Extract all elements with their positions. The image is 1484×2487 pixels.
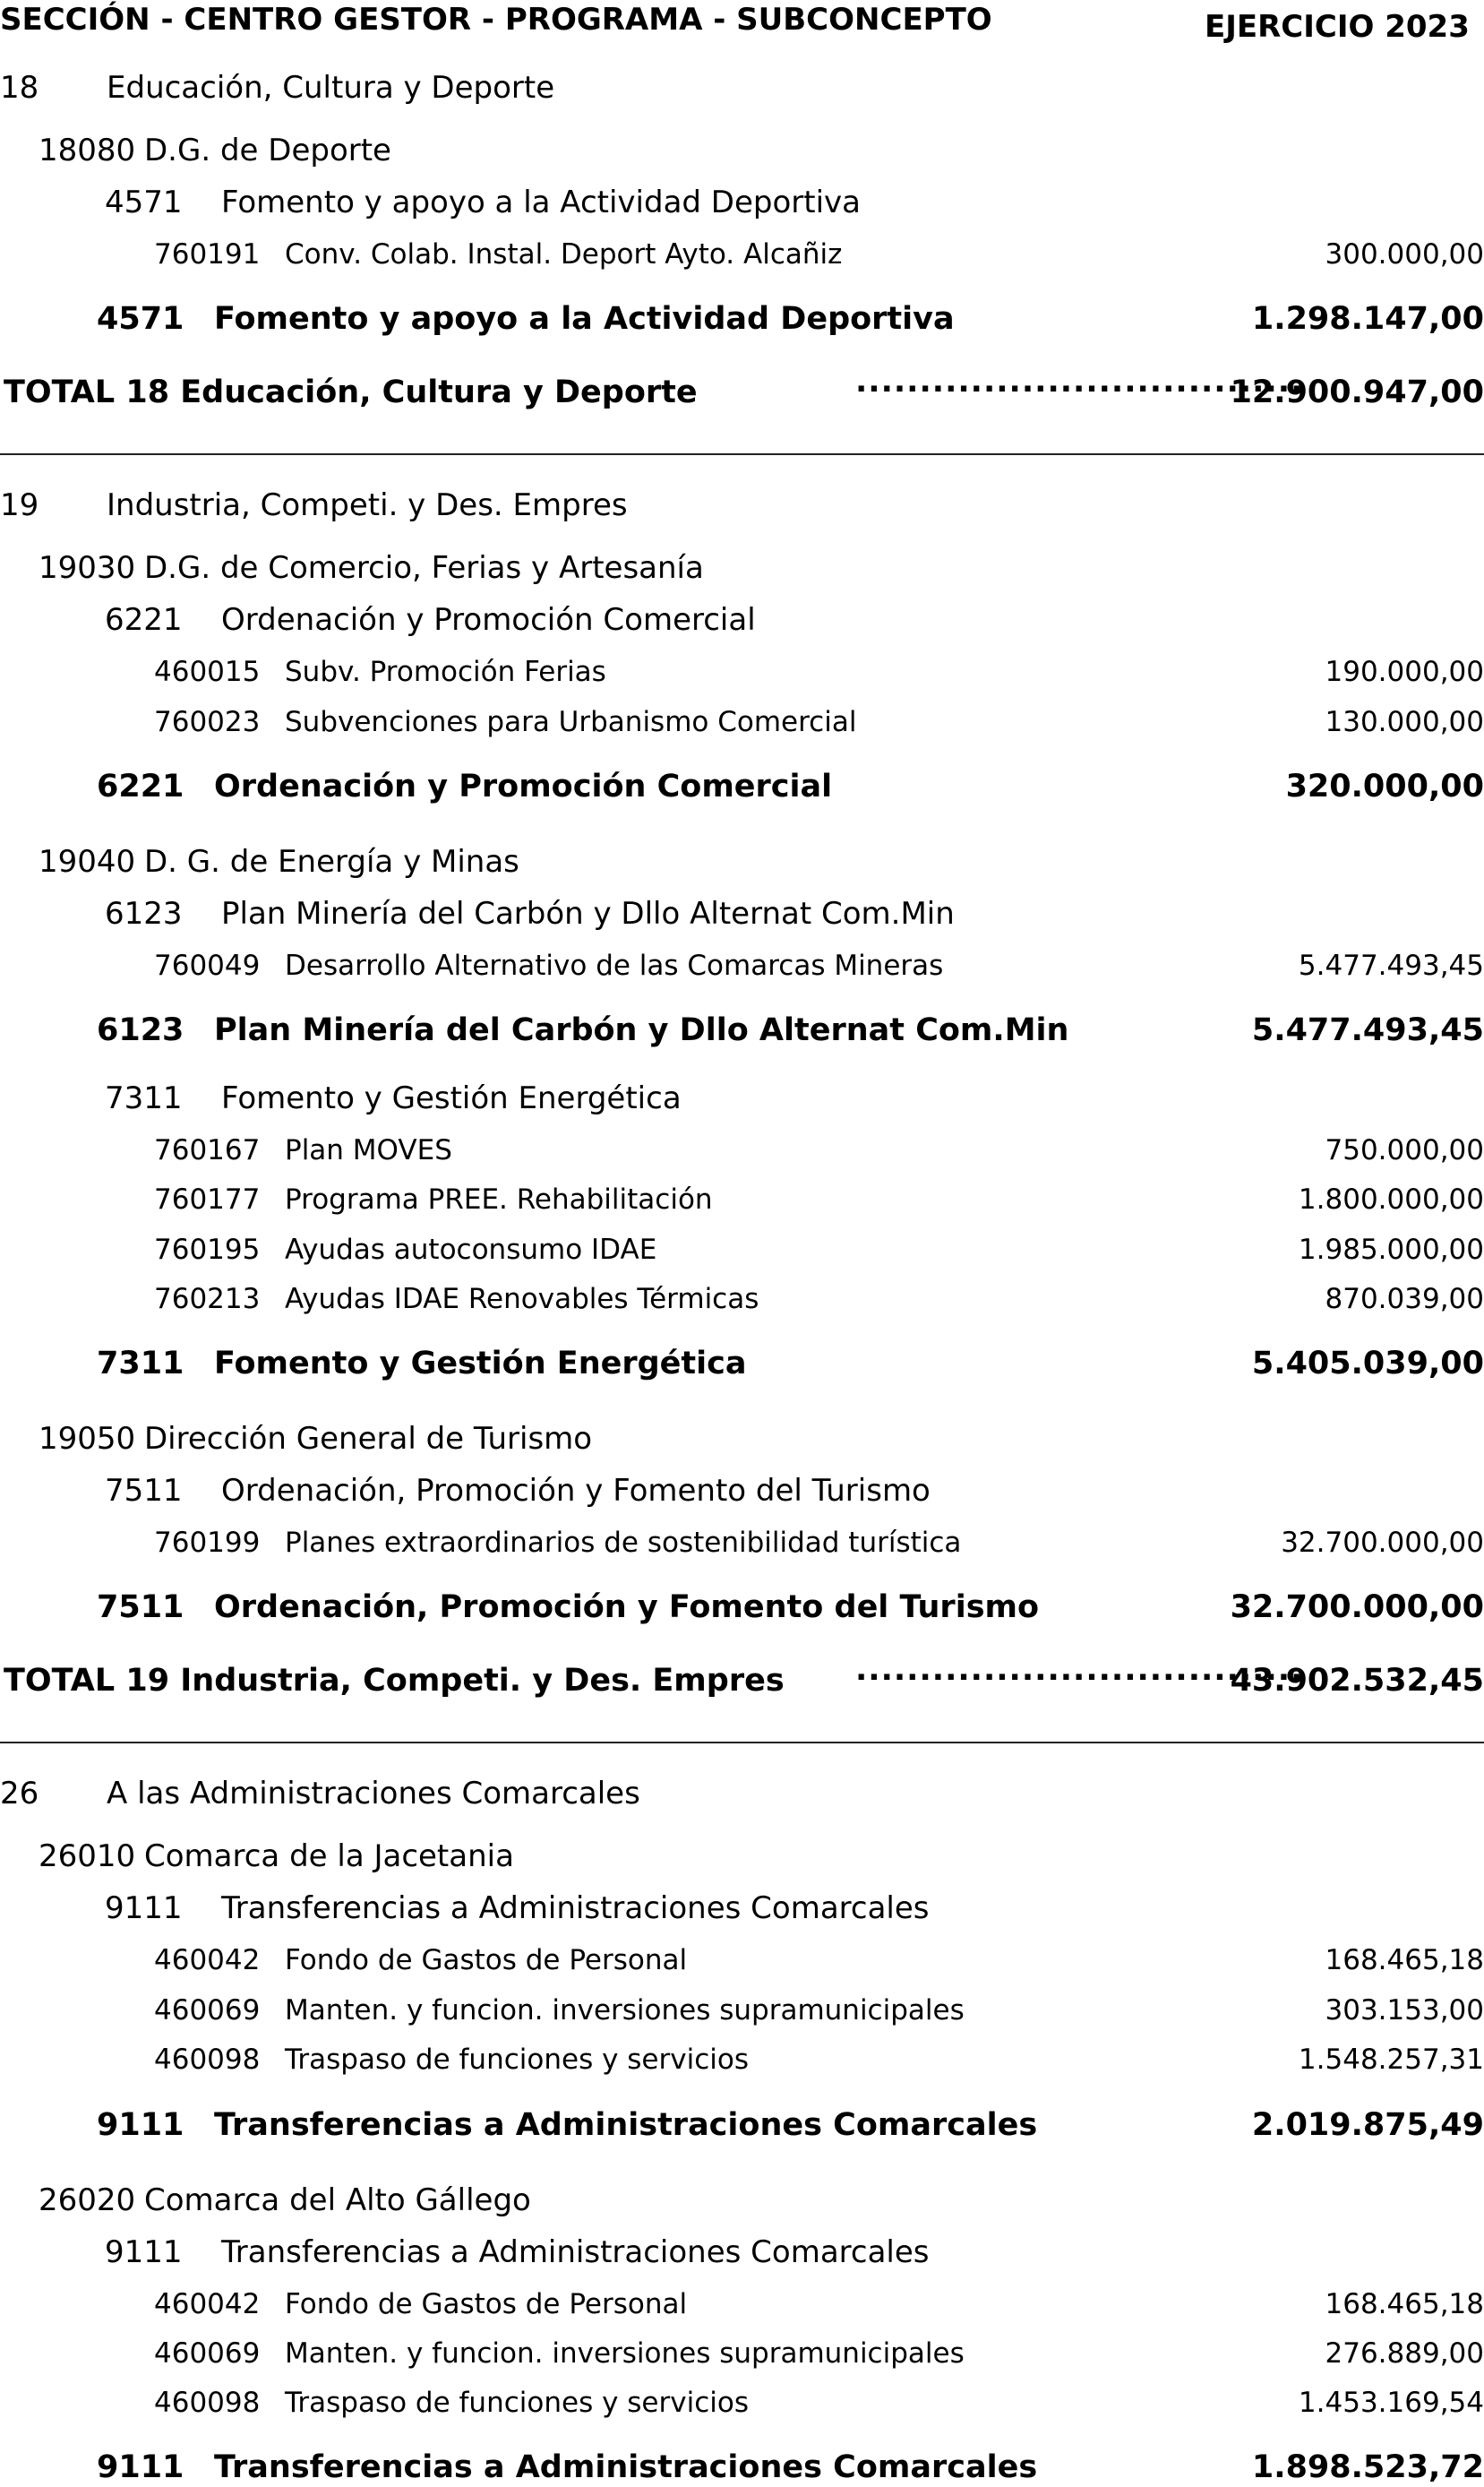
item-code: 760049 [154, 950, 261, 982]
item-amount: 1.453.169,54 [1298, 2387, 1484, 2419]
center-code: 26020 [39, 2182, 136, 2218]
program-name: Transferencias a Administraciones Comarcales [221, 2234, 930, 2270]
section-name: A las Administraciones Comarcales [107, 1776, 640, 1811]
item-name: Fondo de Gastos de Personal [285, 1944, 688, 1976]
item-code: 760213 [154, 1283, 261, 1315]
section-total-label: TOTAL 19 Industria, Competi. y Des. Empres [4, 1663, 785, 1699]
section-total-amount: 43.902.532,45 [1230, 1663, 1484, 1699]
program-name: Fomento y apoyo a la Actividad Deportiva [221, 185, 861, 220]
program-total-amount: 5.477.493,45 [1251, 1012, 1484, 1048]
item-name: Planes extraordinarios de sostenibilidad turística [285, 1527, 962, 1559]
program-total-name: Transferencias a Administraciones Comarcales [214, 2449, 1038, 2485]
center-name: D.G. de Comercio, Ferias y Artesanía [144, 550, 704, 586]
program-name: Ordenación, Promoción y Fomento del Turismo [221, 1473, 931, 1509]
program-total-code: 6221 [97, 769, 184, 805]
item-name: Traspaso de funciones y servicios [285, 2387, 749, 2419]
item-code: 760023 [154, 706, 261, 738]
item-name: Ayudas autoconsumo IDAE [285, 1234, 657, 1266]
program-code: 6221 [105, 602, 183, 638]
item-amount: 276.889,00 [1325, 2337, 1484, 2370]
item-code: 460098 [154, 2387, 261, 2419]
center-name: D. G. de Energía y Minas [144, 844, 519, 880]
item-code: 460069 [154, 2337, 261, 2370]
program-total-name: Fomento y Gestión Energética [214, 1346, 747, 1381]
section-name: Educación, Cultura y Deporte [107, 70, 555, 106]
program-code: 9111 [105, 2234, 183, 2270]
program-code: 9111 [105, 1890, 183, 1926]
item-name: Plan MOVES [285, 1134, 452, 1166]
center-code: 26010 [39, 1838, 136, 1874]
program-total-name: Ordenación y Promoción Comercial [214, 769, 833, 805]
fiscal-year: EJERCICIO 2023 [1205, 9, 1470, 45]
item-amount: 130.000,00 [1325, 706, 1484, 738]
program-total-amount: 1.898.523,72 [1251, 2449, 1484, 2485]
item-amount: 32.700.000,00 [1281, 1527, 1484, 1559]
item-code: 460042 [154, 1944, 261, 1976]
leader-dots: ................................... [855, 1652, 1304, 1688]
program-code: 6123 [105, 896, 183, 932]
header-columns: SECCIÓN - CENTRO GESTOR - PROGRAMA - SUBCONCEPTO [0, 2, 992, 38]
item-name: Programa PREE. Rehabilitación [285, 1183, 713, 1216]
center-code: 18080 [39, 133, 136, 168]
center-name: Comarca de la Jacetania [144, 1838, 514, 1874]
center-code: 19040 [39, 844, 136, 880]
item-name: Subvenciones para Urbanismo Comercial [285, 706, 857, 738]
item-name: Manten. y funcion. inversiones supramunicipales [285, 2337, 965, 2370]
program-total-name: Fomento y apoyo a la Actividad Deportiva [214, 301, 955, 337]
program-code: 7311 [105, 1080, 183, 1116]
item-name: Subv. Promoción Ferias [285, 656, 606, 688]
section-code: 19 [0, 487, 39, 523]
program-total-amount: 2.019.875,49 [1251, 2107, 1484, 2143]
item-name: Traspaso de funciones y servicios [285, 2044, 749, 2076]
item-amount: 750.000,00 [1325, 1134, 1484, 1166]
program-name: Transferencias a Administraciones Comarcales [221, 1890, 930, 1926]
item-amount: 1.800.000,00 [1298, 1183, 1484, 1216]
program-total-code: 6123 [97, 1012, 184, 1048]
item-code: 460015 [154, 656, 261, 688]
program-code: 4571 [105, 185, 183, 220]
program-total-amount: 320.000,00 [1285, 769, 1484, 805]
section-total-label: TOTAL 18 Educación, Cultura y Deporte [4, 374, 698, 410]
item-amount: 1.548.257,31 [1298, 2044, 1484, 2076]
program-total-amount: 5.405.039,00 [1251, 1346, 1484, 1381]
program-total-name: Transferencias a Administraciones Comarcales [214, 2107, 1038, 2143]
program-total-name: Plan Minería del Carbón y Dllo Alternat Com.Min [214, 1012, 1069, 1048]
program-name: Fomento y Gestión Energética [221, 1080, 682, 1116]
item-amount: 870.039,00 [1325, 1283, 1484, 1315]
item-name: Fondo de Gastos de Personal [285, 2288, 688, 2320]
item-amount: 5.477.493,45 [1298, 950, 1484, 982]
center-code: 19050 [39, 1421, 136, 1457]
section-divider [0, 1742, 1484, 1743]
item-amount: 168.465,18 [1325, 1944, 1484, 1976]
program-total-code: 4571 [97, 301, 184, 337]
program-code: 7511 [105, 1473, 183, 1509]
item-code: 760195 [154, 1234, 261, 1266]
section-divider [0, 453, 1484, 455]
item-code: 760177 [154, 1183, 261, 1216]
item-code: 460069 [154, 1994, 261, 2027]
program-name: Ordenación y Promoción Comercial [221, 602, 756, 638]
center-name: Comarca del Alto Gállego [144, 2182, 531, 2218]
section-code: 26 [0, 1776, 39, 1811]
program-total-name: Ordenación, Promoción y Fomento del Turismo [214, 1589, 1040, 1625]
item-amount: 303.153,00 [1325, 1994, 1484, 2027]
item-code: 460098 [154, 2044, 261, 2076]
item-code: 760199 [154, 1527, 261, 1559]
item-name: Ayudas IDAE Renovables Térmicas [285, 1283, 759, 1315]
program-total-code: 9111 [97, 2107, 184, 2143]
item-amount: 300.000,00 [1325, 238, 1484, 271]
item-code: 460042 [154, 2288, 261, 2320]
program-total-amount: 32.700.000,00 [1230, 1589, 1484, 1625]
item-amount: 1.985.000,00 [1298, 1234, 1484, 1266]
section-code: 18 [0, 70, 39, 106]
program-total-code: 9111 [97, 2449, 184, 2485]
program-name: Plan Minería del Carbón y Dllo Alternat Com.Min [221, 896, 955, 932]
program-total-amount: 1.298.147,00 [1251, 301, 1484, 337]
program-total-code: 7311 [97, 1346, 184, 1381]
item-name: Conv. Colab. Instal. Deport Ayto. Alcañiz [285, 238, 843, 271]
item-amount: 190.000,00 [1325, 656, 1484, 688]
leader-dots: ................................... [855, 364, 1304, 400]
item-code: 760167 [154, 1134, 261, 1166]
item-name: Manten. y funcion. inversiones supramunicipales [285, 1994, 965, 2027]
section-name: Industria, Competi. y Des. Empres [107, 487, 628, 523]
item-code: 760191 [154, 238, 261, 271]
item-name: Desarrollo Alternativo de las Comarcas Mineras [285, 950, 944, 982]
center-name: D.G. de Deporte [144, 133, 391, 168]
program-total-code: 7511 [97, 1589, 184, 1625]
center-code: 19030 [39, 550, 136, 586]
section-total-amount: 12.900.947,00 [1230, 374, 1484, 410]
center-name: Dirección General de Turismo [144, 1421, 593, 1457]
item-amount: 168.465,18 [1325, 2288, 1484, 2320]
